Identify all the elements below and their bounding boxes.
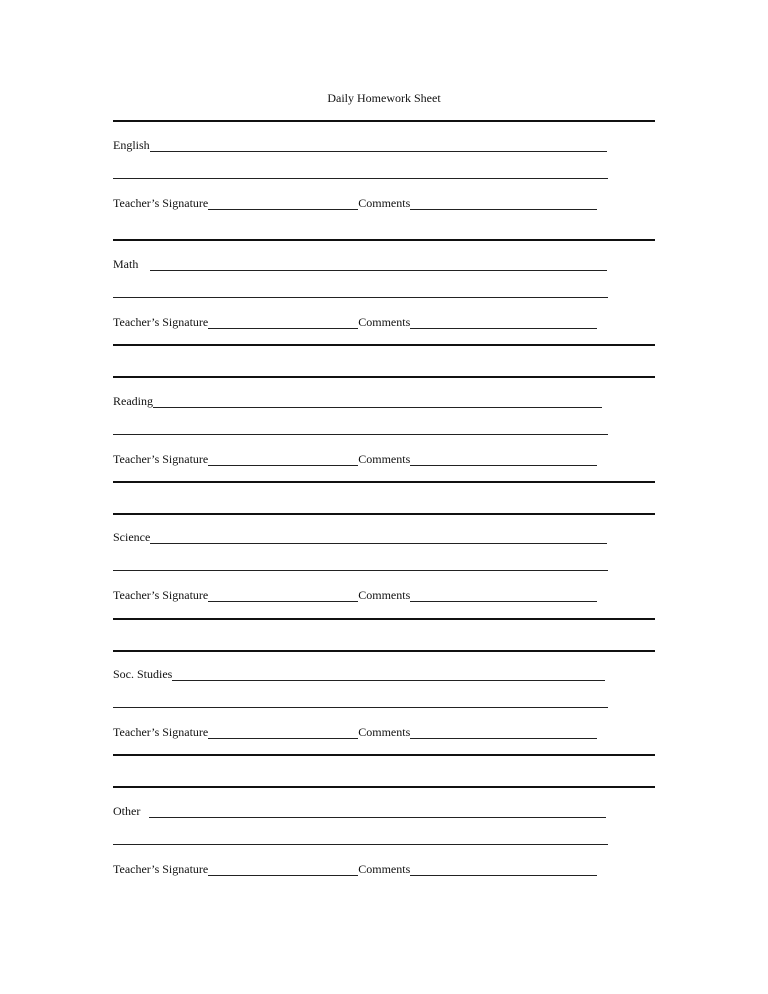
continuation-row (113, 166, 608, 179)
comments-field[interactable] (410, 453, 597, 466)
page-title: Daily Homework Sheet (327, 91, 441, 105)
signature-label: Teacher’s Signature (113, 196, 209, 210)
subject-label: Science (113, 530, 151, 544)
section-divider (113, 786, 655, 788)
comments-field[interactable] (410, 316, 597, 329)
section-divider (113, 120, 655, 122)
section-divider (113, 618, 655, 620)
signature-label: Teacher’s Signature (113, 725, 209, 739)
homework-entry-field[interactable] (150, 258, 607, 271)
signature-field[interactable] (208, 453, 358, 466)
subject-label: Other (113, 804, 141, 818)
comments-field[interactable] (410, 589, 597, 602)
homework-entry-field[interactable] (150, 139, 607, 152)
comments-field[interactable] (410, 863, 597, 876)
comments-label: Comments (358, 588, 411, 602)
subject-row-other (113, 804, 606, 818)
homework-continuation-field[interactable] (113, 285, 608, 298)
homework-continuation-field[interactable] (113, 166, 608, 179)
section-divider (113, 239, 655, 241)
continuation-row (113, 832, 608, 845)
signature-field[interactable] (208, 589, 358, 602)
comments-label: Comments (358, 196, 411, 210)
signature-label: Teacher’s Signature (113, 862, 209, 876)
section-divider (113, 754, 655, 756)
homework-continuation-field[interactable] (113, 695, 608, 708)
comments-label: Comments (358, 725, 411, 739)
continuation-row (113, 558, 608, 571)
subject-label: Soc. Studies (113, 667, 173, 681)
signature-row (113, 725, 597, 739)
comments-label: Comments (358, 315, 411, 329)
signature-row (113, 452, 597, 466)
signature-row (113, 588, 597, 602)
comments-field[interactable] (410, 726, 597, 739)
homework-continuation-field[interactable] (113, 832, 608, 845)
continuation-row (113, 422, 608, 435)
comments-label: Comments (358, 452, 411, 466)
continuation-row (113, 285, 608, 298)
homework-continuation-field[interactable] (113, 422, 608, 435)
signature-label: Teacher’s Signature (113, 315, 209, 329)
subject-row-science (113, 530, 607, 544)
signature-field[interactable] (208, 726, 358, 739)
homework-entry-field[interactable] (150, 531, 607, 544)
section-divider (113, 376, 655, 378)
subject-label: English (113, 138, 150, 152)
homework-entry-field[interactable] (149, 805, 606, 818)
comments-label: Comments (358, 862, 411, 876)
homework-entry-field[interactable] (172, 668, 605, 681)
homework-continuation-field[interactable] (113, 558, 608, 571)
subject-row-english (113, 138, 607, 152)
signature-field[interactable] (208, 863, 358, 876)
continuation-row (113, 695, 608, 708)
homework-entry-field[interactable] (153, 395, 602, 408)
section-divider (113, 481, 655, 483)
subject-row-soc-studies (113, 667, 605, 681)
signature-row (113, 315, 597, 329)
signature-label: Teacher’s Signature (113, 588, 209, 602)
subject-label: Reading (113, 394, 153, 408)
subject-row-math (113, 257, 607, 271)
signature-field[interactable] (208, 316, 358, 329)
section-divider (113, 344, 655, 346)
section-divider (113, 513, 655, 515)
signature-row (113, 862, 597, 876)
signature-field[interactable] (208, 197, 358, 210)
signature-label: Teacher’s Signature (113, 452, 209, 466)
subject-label: Math (113, 257, 139, 271)
subject-row-reading (113, 394, 602, 408)
signature-row (113, 196, 597, 210)
comments-field[interactable] (410, 197, 597, 210)
section-divider (113, 650, 655, 652)
